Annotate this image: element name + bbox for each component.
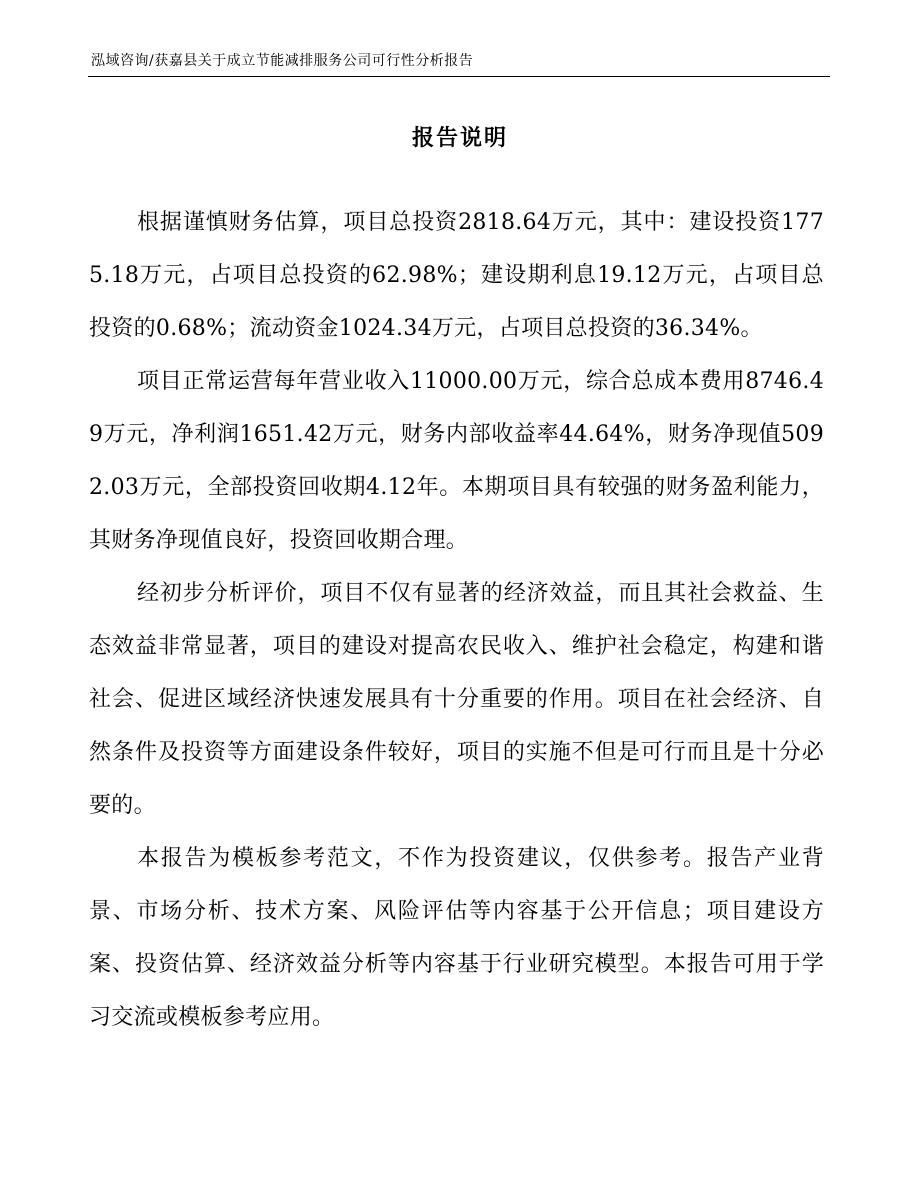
paragraph-evaluation: 经初步分析评价，项目不仅有显著的经济效益，而且其社会救益、生态效益非常显著，项目的建设对提高农民收入、维护社会稳定，构建和谐社会、促进区域经济快速发展具有十分重要的作用。项目在社会经济、自然条件及投资等方面建设条件较好，项目的实施不但是可行而且是十分必要的。 — [89, 581, 824, 818]
running-header: 泓域咨询/获嘉县关于成立节能减排服务公司可行性分析报告 — [91, 53, 474, 69]
report-body — [89, 196, 824, 1044]
paragraph-disclaimer: 本报告为模板参考范文，不作为投资建议，仅供参考。报告产业背景、市场分析、技术方案、风险评估等内容基于公开信息；项目建设方案、投资估算、经济效益分析等内容基于行业研究模型。本报告可用于学习交流或模板参考应用。 — [89, 846, 824, 1030]
page-title: 报告说明 — [411, 125, 508, 151]
paragraph-financials: 项目正常运营每年营业收入11000.00万元，综合总成本费用8746.49万元，净利润1651.42万元，财务内部收益率44.64%，财务净现值5092.03万元，全部投资回收期4.12年。本期项目具有较强的财务盈利能力，其财务净现值良好，投资回收期合理。 — [89, 369, 824, 553]
paragraph-investment: 根据谨慎财务估算，项目总投资2818.64万元，其中：建设投资1775.18万元，占项目总投资的62.98%；建设期利息19.12万元，占项目总投资的0.68%；流动资金1024.34万元，占项目总投资的36.34%。 — [89, 210, 824, 341]
header-divider — [88, 76, 830, 77]
